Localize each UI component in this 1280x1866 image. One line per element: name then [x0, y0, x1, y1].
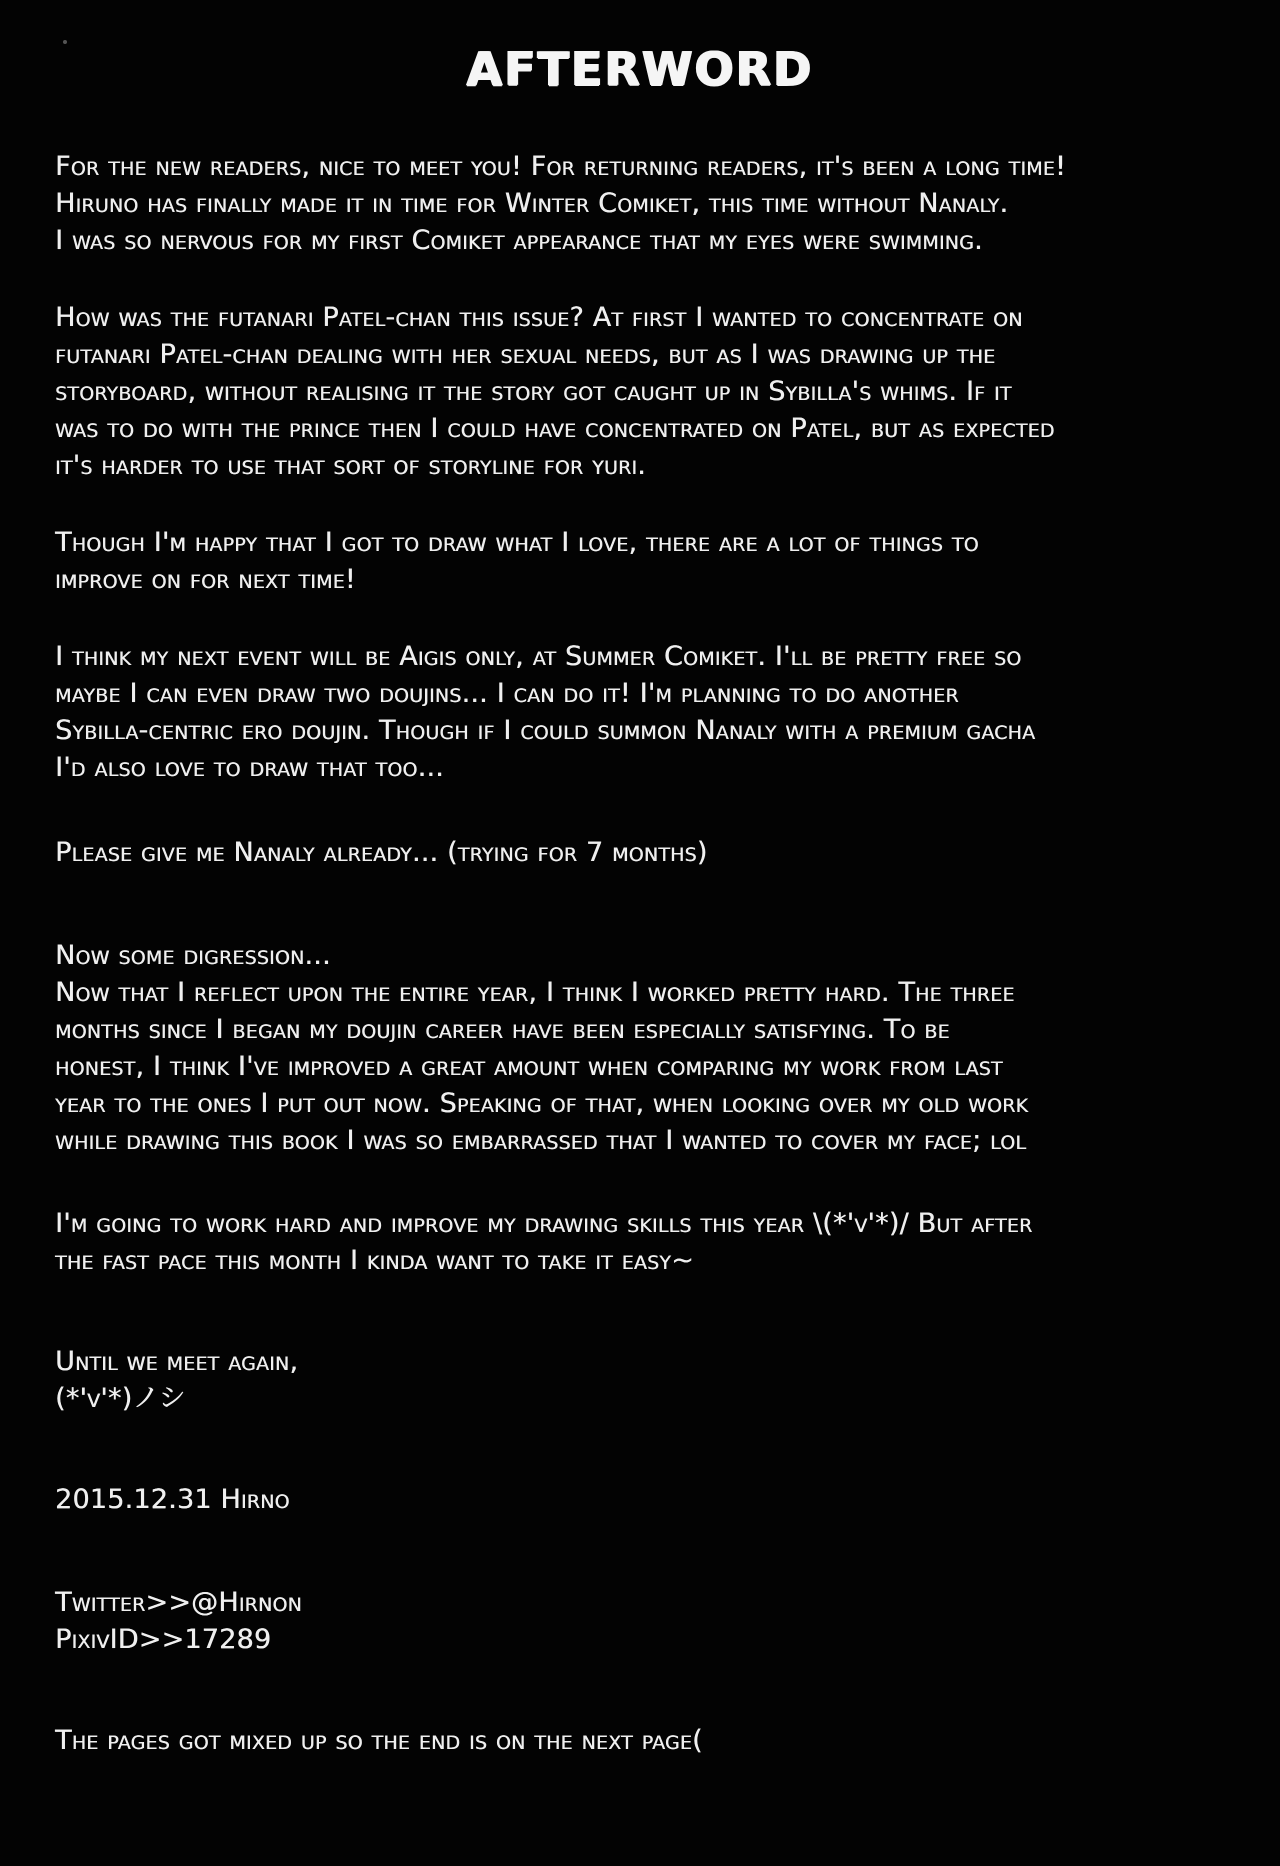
text-line: maybe I can even draw two doujins... I can do it! I'm planning to do another	[55, 678, 959, 709]
text-line: honest, I think I've improved a great amount when comparing my work from last	[55, 1051, 1003, 1082]
text-line: 2015.12.31 Hirno	[55, 1484, 290, 1515]
afterword-body	[0, 102, 1280, 1759]
text-line: (*'v'*)ノシ	[55, 1383, 186, 1414]
text-line: improve on for next time!	[55, 564, 356, 595]
text-line: Hiruno has finally made it in time for Winter Comiket, this time without Nanaly.	[55, 188, 1009, 219]
text-line: while drawing this book I was so embarrassed that I wanted to cover my face; lol	[55, 1125, 1027, 1156]
paragraph-farewell	[55, 1343, 1220, 1417]
text-line: I'd also love to draw that too...	[55, 752, 444, 783]
paragraph-next-event-plans	[55, 638, 1220, 786]
paragraph-page-order-note	[55, 1722, 1220, 1759]
text-line: futanari Patel-chan dealing with her sexual needs, but as I was drawing up the	[55, 339, 996, 370]
text-line: Though I'm happy that I got to draw what I love, there are a lot of things to	[55, 527, 979, 558]
scan-speck-dot	[63, 40, 67, 44]
text-line: Sybilla-centric ero doujin. Though if I could summon Nanaly with a premium gacha	[55, 715, 1036, 746]
paragraph-resolution	[55, 1205, 1220, 1279]
text-line: PixivID>>17289	[55, 1624, 272, 1655]
text-line: Twitter>>@Hirnon	[55, 1587, 302, 1618]
text-line: I'm going to work hard and improve my drawing skills this year \(*'v'*)/ But after	[55, 1208, 1033, 1239]
text-line: The pages got mixed up so the end is on the next page(	[55, 1725, 703, 1756]
text-line: the fast pace this month I kinda want to take it easy~	[55, 1245, 694, 1276]
text-line: Please give me Nanaly already... (trying for 7 months)	[55, 837, 708, 868]
paragraph-improvement-note	[55, 524, 1220, 598]
text-line: it's harder to use that sort of storyline for yuri.	[55, 450, 646, 481]
text-line: I think my next event will be Aigis only, at Summer Comiket. I'll be pretty free so	[55, 641, 1022, 672]
paragraph-date-signature	[55, 1481, 1220, 1518]
text-line: year to the ones I put out now. Speaking of that, when looking over my old work	[55, 1088, 1029, 1119]
text-line: was to do with the prince then I could have concentrated on Patel, but as expected	[55, 413, 1055, 444]
paragraph-contacts	[55, 1584, 1220, 1658]
text-line: Now some digression...	[55, 940, 331, 971]
text-line: storyboard, without realising it the story got caught up in Sybilla's whims. If it	[55, 376, 1012, 407]
text-line: For the new readers, nice to meet you! For returning readers, it's been a long time!	[55, 151, 1066, 182]
paragraph-nanaly-plea	[55, 834, 1220, 871]
text-line: I was so nervous for my first Comiket appearance that my eyes were swimming.	[55, 225, 983, 256]
paragraph-digression	[55, 937, 1220, 1159]
paragraph-greeting	[55, 148, 1220, 259]
text-line: How was the futanari Patel-chan this issue? At first I wanted to concentrate on	[55, 302, 1023, 333]
text-line: months since I began my doujin career have been especially satisfying. To be	[55, 1014, 950, 1045]
text-line: Until we meet again,	[55, 1346, 299, 1377]
page-title: AFTERWORD	[466, 42, 814, 96]
paragraph-issue-reflection	[55, 299, 1220, 484]
text-line: Now that I reflect upon the entire year, I think I worked pretty hard. The three	[55, 977, 1015, 1008]
